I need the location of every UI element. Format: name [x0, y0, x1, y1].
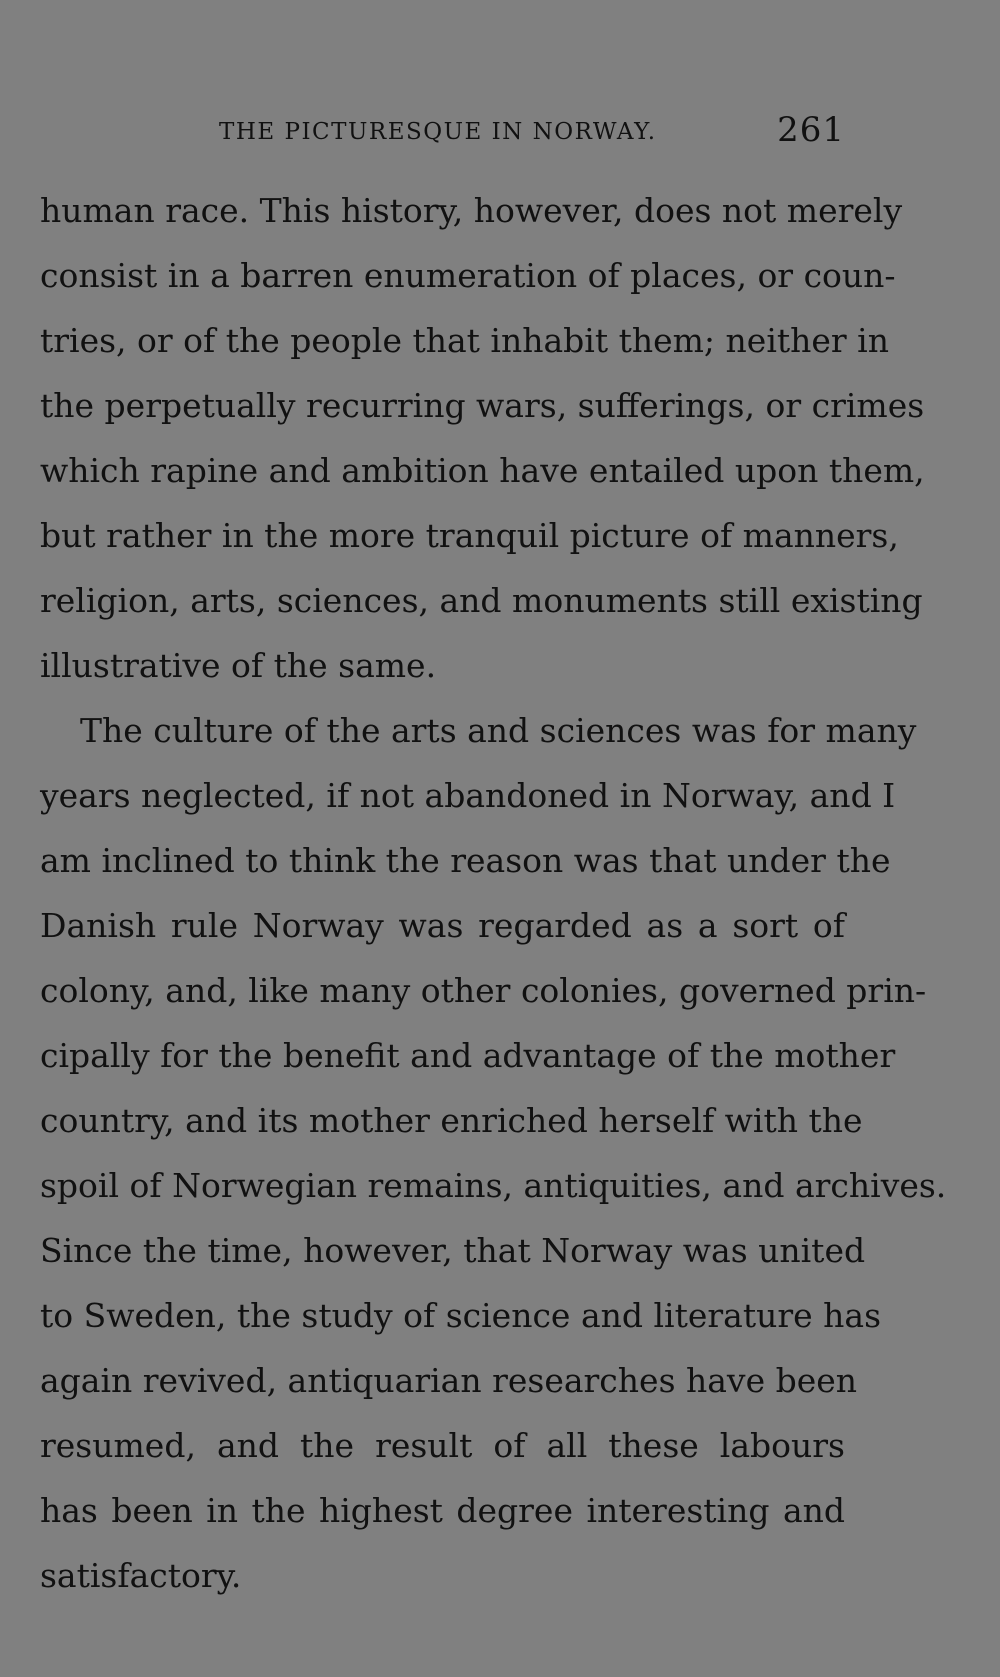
text-line: satisfactory. — [40, 1556, 242, 1595]
text-line: Danish rule Norway was regarded as a sort of — [40, 906, 845, 945]
text-line: Since the time, however, that Norway was united — [40, 1231, 866, 1270]
page-number: 261 — [777, 110, 845, 150]
text-line: consist in a barren enumeration of places, or coun- — [40, 256, 896, 295]
text-line: colony, and, like many other colonies, governed prin- — [40, 971, 927, 1010]
text-line: illustrative of the same. — [40, 646, 437, 685]
paragraph — [40, 178, 925, 698]
text-line: has been in the highest degree interesting and — [40, 1491, 845, 1530]
text-line: again revived, antiquarian researches have been — [40, 1361, 858, 1400]
text-line: spoil of Norwegian remains, antiquities, and archives. — [40, 1166, 947, 1205]
text-line: years neglected, if not abandoned in Norway, and I — [40, 776, 896, 815]
body-text — [40, 178, 947, 1608]
text-line: country, and its mother enriched herself with the — [40, 1101, 863, 1140]
text-line: am inclined to think the reason was that under the — [40, 841, 891, 880]
text-line: but rather in the more tranquil picture of manners, — [40, 516, 899, 555]
text-line: religion, arts, sciences, and monuments still existing — [40, 581, 923, 620]
running-title: THE PICTURESQUE IN NORWAY. — [219, 119, 657, 145]
text-line: resumed, and the result of all these labours — [40, 1426, 845, 1465]
running-head — [40, 110, 845, 154]
text-line: cipally for the benefit and advantage of the mother — [40, 1036, 896, 1075]
paragraph — [40, 698, 947, 1608]
text-line: human race. This history, however, does not merely — [40, 191, 903, 230]
text-line: The culture of the arts and sciences was for many — [80, 711, 917, 750]
text-line: tries, or of the people that inhabit them; neither in — [40, 321, 889, 360]
text-line: to Sweden, the study of science and literature has — [40, 1296, 882, 1335]
text-line: the perpetually recurring wars, sufferings, or crimes — [40, 386, 925, 425]
text-line: which rapine and ambition have entailed upon them, — [40, 451, 925, 490]
